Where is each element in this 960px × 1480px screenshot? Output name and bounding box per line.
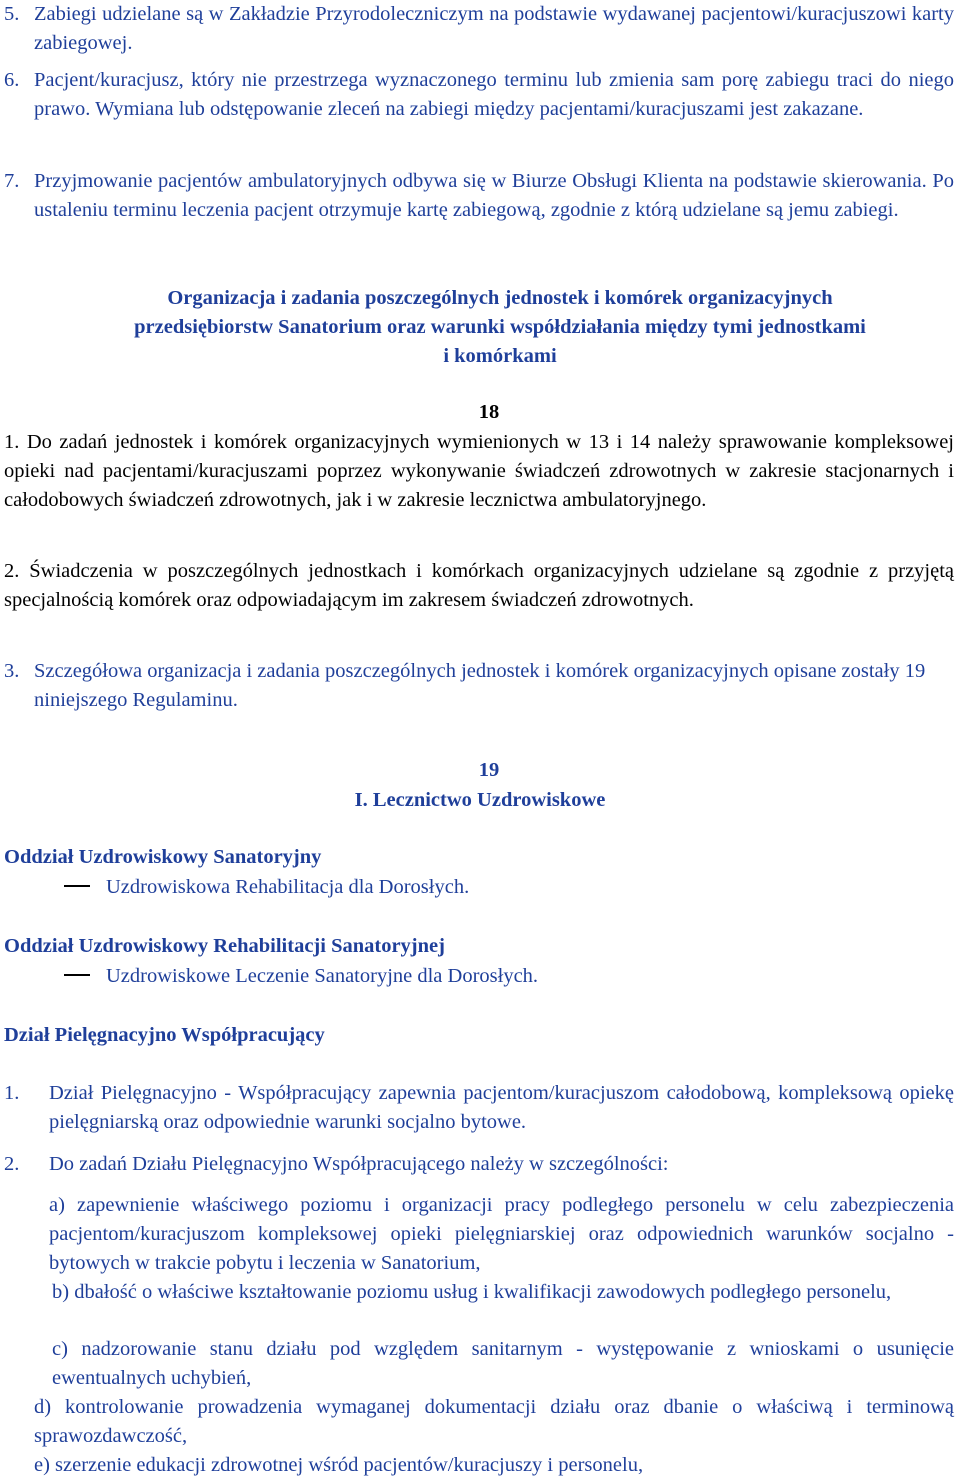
item-text: Przyjmowanie pacjentów ambulatoryjnych odbywa się w Biurze Obsługi Klienta na podstawie skierowania. Po ustaleniu terminu leczenia pacjent otrzymuje kartę zabiegową, zgodnie z którą udzielane są jemu zabiegi. <box>34 170 954 221</box>
item-number: 1. <box>4 1082 20 1104</box>
dash-icon <box>64 885 90 887</box>
item-number: 7. <box>4 170 20 192</box>
department-item-text: Uzdrowiskowa Rehabilitacja dla Dorosłych. <box>106 876 470 898</box>
section-number: 18 <box>478 401 500 423</box>
item-text: Szczegółowa organizacja i zadania poszczególnych jednostek i komórek organizacyjnych opisane zostały 19 niniejszego Regulaminu. <box>34 660 926 711</box>
item-body: Świadczenia w poszczególnych jednostkach i komórkach organizacyjnych udzielane są zgodnie z przyjętą specjalnością komórek oraz odpowiadającym im zakresem świadczeń zdrowotnych. <box>4 560 955 611</box>
department-name: Oddział Uzdrowiskowy Rehabilitacji Sanatoryjnej <box>4 935 445 957</box>
sub-item: d) kontrolowanie prowadzenia wymaganej dokumentacji działu oraz dbanie o właściwą i terminową sprawozdawczość, <box>34 1396 954 1447</box>
section-subtitle: I. Lecznictwo Uzdrowiskowe <box>354 789 606 811</box>
list-item <box>4 1150 954 1179</box>
paragraph-title <box>0 756 960 785</box>
list-item <box>4 167 954 225</box>
list-item <box>4 428 954 515</box>
list-item <box>4 557 954 615</box>
item-text <box>4 557 954 615</box>
item-number: 5. <box>4 3 20 25</box>
heading-line: i komórkami <box>443 345 557 367</box>
item-number: 6. <box>4 69 20 91</box>
paragraph-title <box>0 398 960 427</box>
list-item <box>4 1079 954 1137</box>
list-item <box>4 0 954 58</box>
heading-line: Organizacja i zadania poszczególnych jednostek i komórek organizacyjnych <box>167 287 833 309</box>
item-number: 1. <box>4 431 20 453</box>
heading-line: przedsiębiorstw Sanatorium oraz warunki współdziałania między tymi jednostkami <box>134 316 866 338</box>
list-item <box>4 66 954 124</box>
department-item <box>64 873 469 902</box>
department-name: Dział Pielęgnacyjno Współpracujący <box>4 1024 325 1046</box>
sub-item: e) szerzenie edukacji zdrowotnej wśród pacjentów/kuracjuszy i personelu, <box>34 1454 644 1476</box>
sub-item: a) zapewnienie właściwego poziomu i organizacji pracy podległego personelu w celu zabezpieczenia pacjentom/kuracjuszom kompleksowej opieki pielęgniarskiej oraz odpowiednich warunków socjalno - bytowych w trakcie pobytu i leczenia w Sanatorium, <box>49 1194 954 1274</box>
department-item-text: Uzdrowiskowe Leczenie Sanatoryjne dla Dorosłych. <box>106 965 539 987</box>
item-number: 2. <box>4 560 20 582</box>
section-number: 19 <box>478 759 500 781</box>
item-text: Pacjent/kuracjusz, który nie przestrzega wyznaczonego terminu lub zmienia sam porę zabiegu traci do niego prawo. Wymiana lub odstępowanie zleceń na zabiegi między pacjentami/kuracjuszami jest zakazane. <box>34 69 954 120</box>
item-text <box>4 428 954 515</box>
list-item <box>4 657 954 715</box>
section-heading <box>60 284 940 371</box>
item-text: Zabiegi udzielane są w Zakładzie Przyrodoleczniczym na podstawie wydawanej pacjentowi/kuracjuszowi karty zabiegowej. <box>34 3 954 54</box>
sub-item: c) nadzorowanie stanu działu pod względem sanitarnym - występowanie z wnioskami o usunięcie ewentualnych uchybień, <box>52 1338 954 1389</box>
item-number: 3. <box>4 660 20 682</box>
item-text: Dział Pielęgnacyjno - Współpracujący zapewnia pacjentom/kuracjuszom całodobową, kompleksową opiekę pielęgniarską oraz odpowiednie warunki socjalno bytowe. <box>49 1082 954 1133</box>
sub-item: b) dbałość o właściwe kształtowanie poziomu usług i kwalifikacji zawodowych podległego personelu, <box>52 1281 892 1303</box>
department-item <box>64 962 538 991</box>
item-text: Do zadań Działu Pielęgnacyjno Współpracującego należy w szczególności: <box>49 1153 669 1175</box>
dash-icon <box>64 974 90 976</box>
department-name: Oddział Uzdrowiskowy Sanatoryjny <box>4 846 322 868</box>
item-number: 2. <box>4 1153 20 1175</box>
item-body: Do zadań jednostek i komórek organizacyjnych wymienionych w 13 i 14 należy sprawowanie kompleksowej opieki nad pacjentami/kuracjuszami poprzez wykonywanie świadczeń zdrowotnych w zakresie stacjonarnych i całodobowych świadczeń zdrowotnych, jak i w zakresie lecznictwa ambulatoryjnego. <box>4 431 954 511</box>
